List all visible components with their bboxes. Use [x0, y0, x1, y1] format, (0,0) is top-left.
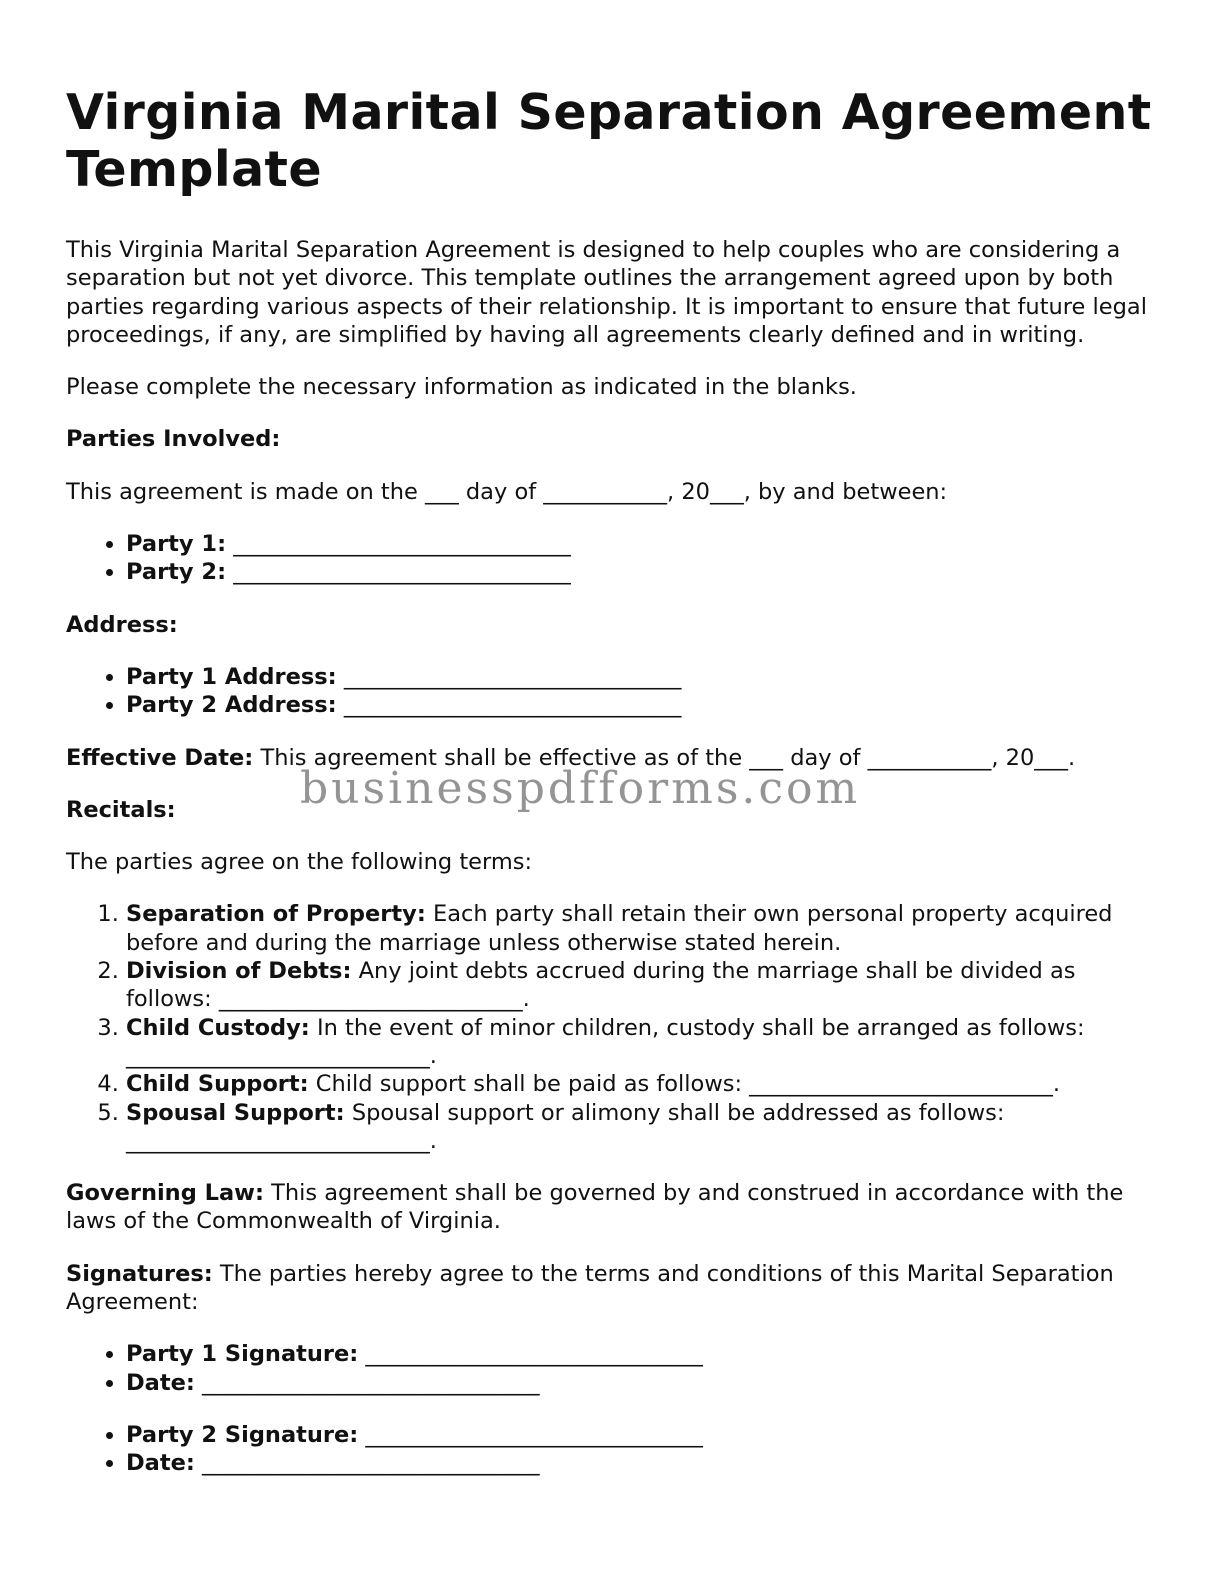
list-item: • Party 1: ______________________________	[126, 530, 1156, 558]
list-item: • Party 2 Signature: ______________________________	[126, 1421, 1156, 1449]
signatures-paragraph: Signatures: The parties hereby agree to the terms and conditions of this Marital Separation Agreement:	[66, 1260, 1114, 1316]
address-list	[66, 663, 1156, 720]
document-page	[66, 84, 1156, 1478]
party2-date-blank: ______________________________	[202, 1450, 540, 1477]
party2-blank: ______________________________	[233, 559, 571, 586]
list-item: • Party 1 Address: ______________________________	[126, 663, 1156, 691]
party1-blank: ______________________________	[233, 531, 571, 558]
recitals-heading: Recitals:	[66, 796, 176, 823]
party1-signature-list	[66, 1340, 1156, 1397]
list-item: 3. Child Custody: In the event of minor children, custody shall be arranged as follows: ___________________________.	[126, 1014, 1156, 1071]
agreement-date-line: This agreement is made on the ___ day of ___________, 20___, by and between:	[66, 478, 948, 505]
instructions-paragraph: Please complete the necessary information as indicated in the blanks.	[66, 374, 857, 401]
list-item: • Date: ______________________________	[126, 1449, 1156, 1477]
governing-law-paragraph: Governing Law: This agreement shall be governed by and construed in accordance with the laws of the Commonwealth of Virginia.	[66, 1180, 1124, 1235]
party1-address-blank: ______________________________	[343, 663, 682, 690]
recitals-lead: The parties agree on the following terms:	[66, 849, 533, 876]
intro-paragraph: This Virginia Marital Separation Agreement is designed to help couples who are considering a separation but not yet divorce. This template outlines the arrangement agreed upon by both parties regarding various aspects of their relationship. It is important to ensure that future legal proceedings, if any, are simplified by having all agreements clearly defined and in writing.	[66, 237, 1147, 348]
parties-heading: Parties Involved:	[66, 426, 281, 453]
address-heading: Address:	[66, 611, 178, 638]
party2-signature-blank: ______________________________	[365, 1421, 703, 1448]
page-title: Virginia Marital Separation Agreement Template	[66, 84, 1152, 198]
parties-list	[66, 530, 1156, 587]
party1-date-blank: ______________________________	[202, 1369, 540, 1396]
list-item: • Party 2: ______________________________	[126, 558, 1156, 586]
list-item: • Date: ______________________________	[126, 1369, 1156, 1397]
watermark: businesspdfforms.com	[300, 763, 861, 814]
effective-date-paragraph: Effective Date: This agreement shall be effective as of the ___ day of ___________, 20___.	[66, 744, 1076, 771]
list-item: 5. Spousal Support: Spousal support or alimony shall be addressed as follows: ___________________________.	[126, 1099, 1156, 1156]
party2-signature-list	[66, 1421, 1156, 1478]
terms-list	[66, 900, 1156, 1155]
list-item: • Party 2 Address: ______________________________	[126, 691, 1156, 719]
list-item: 4. Child Support: Child support shall be paid as follows: ___________________________.	[126, 1070, 1156, 1098]
list-item: 1. Separation of Property: Each party shall retain their own personal property acquired before and during the marriage unless otherwise stated herein.	[126, 900, 1156, 957]
list-item: • Party 1 Signature: ______________________________	[126, 1340, 1156, 1368]
list-item: 2. Division of Debts: Any joint debts accrued during the marriage shall be divided as follows: ___________________________.	[126, 957, 1156, 1014]
party1-signature-blank: ______________________________	[365, 1341, 703, 1368]
party2-address-blank: ______________________________	[343, 692, 682, 719]
